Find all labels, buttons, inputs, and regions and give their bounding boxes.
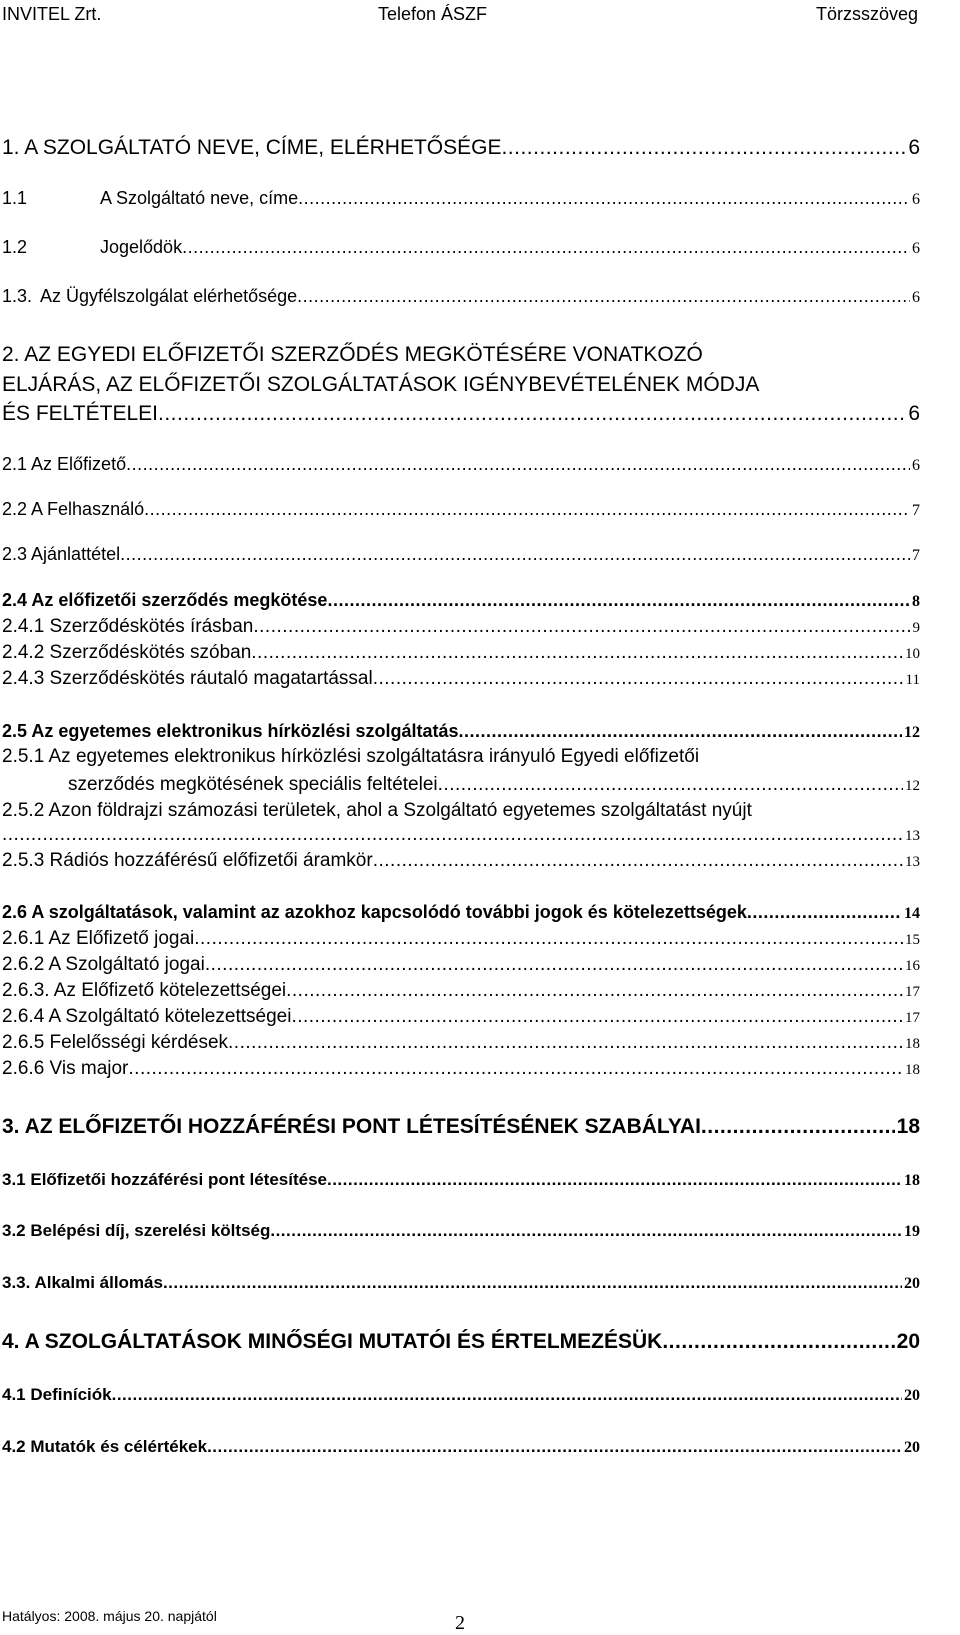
toc-page-number: 18 bbox=[905, 1036, 920, 1052]
toc-leader bbox=[144, 498, 910, 520]
toc-entry-text: szerződés megkötésének speciális feltételei bbox=[68, 774, 438, 795]
toc-leader bbox=[662, 1329, 894, 1355]
toc-entry-text: 2.6.6 Vis major bbox=[2, 1058, 129, 1079]
toc-entry-1-2[interactable] bbox=[2, 236, 920, 260]
toc-entry-text: 4. A SZOLGÁLTATÁSOK MINŐSÉGI MUTATÓI ÉS ÉRTELMEZÉSÜK bbox=[2, 1330, 663, 1353]
toc-entry-text: 4.1 Definíciók bbox=[2, 1385, 112, 1404]
toc-entry-2-6-3[interactable] bbox=[2, 979, 920, 1004]
toc-entry-2-4-2[interactable] bbox=[2, 641, 920, 666]
toc-entry-text: 4.2 Mutatók és célértékek bbox=[2, 1437, 208, 1456]
toc-entry-text: 2.5.3 Rádiós hozzáférésű előfizetői áramkör bbox=[2, 850, 373, 871]
toc-entry-2-1[interactable] bbox=[2, 453, 920, 477]
toc-entry-2-6-5[interactable] bbox=[2, 1031, 920, 1056]
toc-entry-text: 2.3 Ajánlattétel bbox=[2, 544, 121, 564]
toc-page-number: 15 bbox=[905, 932, 920, 948]
toc-leader bbox=[327, 1169, 902, 1191]
toc-page-number: 7 bbox=[912, 502, 920, 519]
toc-entry-2-5[interactable] bbox=[2, 720, 920, 744]
toc-entry-1-1[interactable] bbox=[2, 187, 920, 211]
toc-entry-2-5-2[interactable] bbox=[2, 823, 920, 848]
toc-entry-1[interactable] bbox=[2, 135, 920, 161]
toc-entry-number: 1.2 bbox=[2, 237, 28, 257]
toc-page-number: 7 bbox=[912, 547, 920, 564]
toc-entry-3-2[interactable] bbox=[2, 1220, 920, 1243]
toc-page-number: 6 bbox=[912, 457, 920, 474]
toc-entry-4-2[interactable] bbox=[2, 1436, 920, 1459]
toc-page-number: 19 bbox=[904, 1223, 920, 1240]
toc-page-number: 20 bbox=[904, 1439, 920, 1456]
toc-leader bbox=[112, 1384, 902, 1406]
toc-entry-text: 2.6.4 A Szolgáltató kötelezettségei bbox=[2, 1006, 292, 1027]
footer-effective-date: Hatályos: 2008. május 20. napjától bbox=[2, 1608, 217, 1624]
toc-entry-text: 3.1 Előfizetői hozzáférési pont létesítése bbox=[2, 1170, 327, 1189]
toc-page-number: 20 bbox=[896, 1330, 920, 1353]
toc-entry-text: ÉS FELTÉTELEI bbox=[2, 402, 158, 425]
toc-leader bbox=[270, 1220, 902, 1242]
toc-entry-text: Az Ügyfélszolgálat elérhetősége bbox=[40, 286, 298, 306]
toc-leader bbox=[205, 953, 903, 976]
toc-entry-2-6-1[interactable] bbox=[2, 927, 920, 952]
toc-leader bbox=[120, 543, 910, 565]
toc-leader bbox=[228, 1031, 903, 1054]
toc-entry-3[interactable] bbox=[2, 1114, 920, 1140]
toc-entry-3-3[interactable] bbox=[2, 1272, 920, 1295]
toc-page-number: 14 bbox=[904, 905, 920, 922]
toc-entry-3-1[interactable] bbox=[2, 1169, 920, 1192]
toc-leader bbox=[291, 1005, 903, 1028]
toc-entry-2-6-2[interactable] bbox=[2, 953, 920, 978]
toc-page-number: 9 bbox=[912, 620, 920, 636]
toc-page-number: 20 bbox=[904, 1387, 920, 1404]
toc-page-number: 6 bbox=[908, 136, 920, 159]
toc-leader bbox=[373, 667, 904, 690]
toc-entry-text: 2.2 A Felhasználó bbox=[2, 499, 145, 519]
toc-leader bbox=[182, 236, 910, 258]
toc-page-number: 18 bbox=[905, 1062, 920, 1078]
toc-page-number: 18 bbox=[904, 1172, 920, 1189]
toc-page-number: 6 bbox=[912, 191, 920, 208]
toc-entry-text: 2.4.3 Szerződéskötés ráutaló magatartással bbox=[2, 668, 373, 689]
toc-entry-text: 2.6.1 Az Előfizető jogai bbox=[2, 928, 195, 949]
toc-entry-2-5-2-line1[interactable]: 2.5.2 Azon földrajzi számozási területek, ahol a Szolgáltató egyetemes szolgáltatást nyújt bbox=[2, 800, 752, 821]
toc-entry-number: 1.3. bbox=[2, 286, 33, 306]
toc-leader bbox=[297, 285, 910, 307]
toc-leader bbox=[286, 979, 903, 1002]
toc-entry-text: A Szolgáltató neve, címe bbox=[100, 188, 299, 208]
toc-leader bbox=[501, 135, 906, 161]
toc-page-number: 11 bbox=[905, 672, 920, 688]
toc-entry-2-3[interactable] bbox=[2, 543, 920, 567]
toc-page-number: 8 bbox=[912, 593, 920, 610]
toc-leader bbox=[438, 773, 903, 796]
toc-leader bbox=[701, 1114, 895, 1140]
footer-page-number: 2 bbox=[455, 1612, 465, 1634]
header-document-type: Telefon ÁSZF bbox=[378, 4, 488, 24]
toc-entry-text: 2.1 Az Előfizető bbox=[2, 454, 127, 474]
toc-entry-2[interactable] bbox=[2, 401, 920, 427]
toc-leader bbox=[298, 187, 910, 209]
toc-entry-2-line2[interactable]: ELJÁRÁS, AZ ELŐFIZETŐI SZOLGÁLTATÁSOK IGÉNYBEVÉTELÉNEK MÓDJA bbox=[2, 373, 760, 396]
toc-leader bbox=[459, 720, 902, 742]
header-company: INVITEL Zrt. bbox=[2, 4, 102, 24]
toc-leader bbox=[2, 823, 903, 846]
toc-entry-2-5-1[interactable] bbox=[68, 773, 920, 798]
toc-page-number: 12 bbox=[904, 724, 920, 741]
toc-page-number: 17 bbox=[905, 1010, 920, 1026]
toc-page-number: 20 bbox=[904, 1275, 920, 1292]
toc-entry-2-6-6[interactable] bbox=[2, 1057, 920, 1082]
toc-entry-text: 2.6.3. Az Előfizető kötelezettségei bbox=[2, 980, 287, 1001]
toc-page-number: 6 bbox=[912, 289, 920, 306]
toc-entry-text: 2.6 A szolgáltatások, valamint az azokhoz kapcsolódó további jogok és kötelezettségek bbox=[2, 902, 747, 922]
toc-leader bbox=[158, 401, 906, 427]
toc-entry-text: 2.5 Az egyetemes elektronikus hírközlési szolgáltatás bbox=[2, 721, 459, 741]
toc-leader bbox=[251, 641, 903, 664]
toc-leader bbox=[327, 589, 910, 611]
toc-entry-text: 2.6.2 A Szolgáltató jogai bbox=[2, 954, 205, 975]
toc-entry-text: 2.4 Az előfizetői szerződés megkötése bbox=[2, 590, 328, 610]
toc-entry-2-6-4[interactable] bbox=[2, 1005, 920, 1030]
toc-entry-text: 2.4.2 Szerződéskötés szóban bbox=[2, 642, 252, 663]
toc-leader bbox=[163, 1272, 902, 1294]
toc-leader bbox=[194, 927, 903, 950]
toc-entry-text: 2.4.1 Szerződéskötés írásban bbox=[2, 616, 254, 637]
toc-page-number: 10 bbox=[905, 646, 920, 662]
toc-page-number: 6 bbox=[908, 402, 920, 425]
toc-page-number: 13 bbox=[905, 828, 920, 844]
toc-entry-2-4-3[interactable] bbox=[2, 667, 920, 692]
toc-entry-text: Jogelődök bbox=[100, 237, 183, 257]
toc-leader bbox=[253, 615, 910, 638]
header-section: Törzsszöveg bbox=[815, 4, 918, 24]
toc-page-number: 16 bbox=[905, 958, 920, 974]
toc-page-number: 6 bbox=[912, 240, 920, 257]
toc-page-number: 18 bbox=[896, 1115, 920, 1138]
toc-leader bbox=[747, 901, 902, 923]
toc-leader bbox=[373, 849, 903, 872]
toc-entry-text: 2.6.5 Felelősségi kérdések bbox=[2, 1032, 229, 1053]
toc-entry-2-5-1-line1[interactable]: 2.5.1 Az egyetemes elektronikus hírközlési szolgáltatásra irányuló Egyedi előfizetői bbox=[2, 746, 700, 767]
toc-entry-text: 3. AZ ELŐFIZETŐI HOZZÁFÉRÉSI PONT LÉTESÍTÉSÉNEK SZABÁLYAI bbox=[2, 1115, 701, 1138]
toc-page-number: 13 bbox=[905, 854, 920, 870]
toc-entry-2-4-1[interactable] bbox=[2, 615, 920, 640]
toc-leader bbox=[126, 453, 910, 475]
toc-entry-2-2[interactable] bbox=[2, 498, 920, 522]
toc-entry-4[interactable] bbox=[2, 1329, 920, 1355]
toc-entry-2-4[interactable] bbox=[2, 589, 920, 613]
toc-entry-text: 3.2 Belépési díj, szerelési költség bbox=[2, 1221, 271, 1240]
toc-entry-2-6[interactable] bbox=[2, 901, 920, 925]
toc-leader bbox=[207, 1436, 902, 1458]
toc-entry-2-5-3[interactable] bbox=[2, 849, 920, 874]
toc-leader bbox=[128, 1057, 903, 1080]
toc-page-number: 12 bbox=[905, 778, 920, 794]
toc-entry-text: 3.3. Alkalmi állomás bbox=[2, 1273, 163, 1292]
toc-entry-text: 1. A SZOLGÁLTATÓ NEVE, CÍME, ELÉRHETŐSÉGE bbox=[2, 136, 502, 159]
toc-entry-1-3[interactable] bbox=[2, 285, 920, 309]
toc-entry-2-line1[interactable]: 2. AZ EGYEDI ELŐFIZETŐI SZERZŐDÉS MEGKÖTÉSÉRE VONATKOZÓ bbox=[2, 343, 703, 366]
toc-entry-number: 1.1 bbox=[2, 188, 28, 208]
toc-page-number: 17 bbox=[905, 984, 920, 1000]
toc-entry-4-1[interactable] bbox=[2, 1384, 920, 1407]
